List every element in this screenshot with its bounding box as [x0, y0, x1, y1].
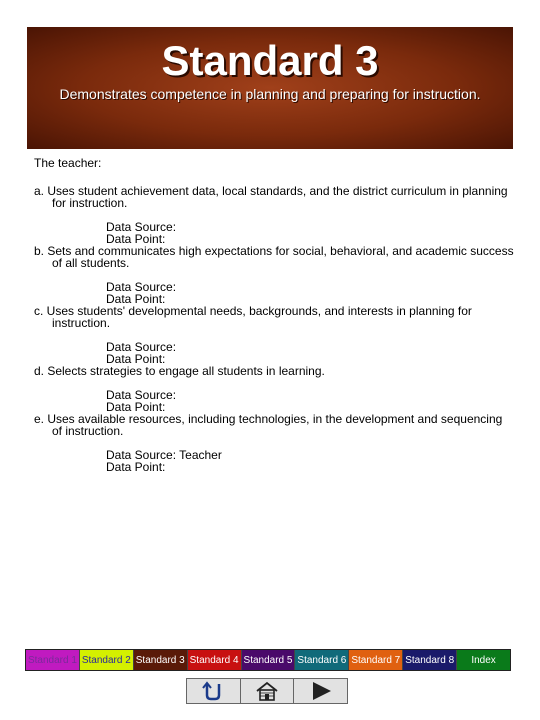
- data-point-label: Data Point:: [106, 232, 166, 246]
- nav-tab-label: Standard 3: [135, 654, 185, 666]
- home-button[interactable]: [241, 679, 295, 703]
- list-item: [34, 185, 514, 245]
- nav-tab-label: Standard 1: [27, 654, 77, 666]
- home-icon: [254, 680, 280, 702]
- nav-tab-label: Standard 6: [297, 654, 347, 666]
- data-point-label: Data Point:: [106, 292, 166, 306]
- data-source-label: Data Source:: [106, 220, 177, 234]
- data-point-label: Data Point:: [106, 352, 166, 366]
- standards-nav-bar: [25, 649, 511, 671]
- u-turn-return-icon: [200, 680, 226, 702]
- nav-tab-standard-7[interactable]: [349, 650, 403, 670]
- play-next-icon: [308, 680, 334, 702]
- nav-tab-standard-5[interactable]: [242, 650, 296, 670]
- nav-tab-label: Index: [471, 654, 496, 666]
- page-subtitle: Demonstrates competence in planning and preparing for instruction.: [59, 86, 481, 102]
- list-item: [34, 365, 514, 413]
- next-button[interactable]: [294, 679, 347, 703]
- item-text: d. Selects strategies to engage all students in learning.: [34, 364, 325, 378]
- return-button[interactable]: [187, 679, 241, 703]
- nav-tab-index[interactable]: [457, 650, 510, 670]
- nav-tab-label: Standard 8: [405, 654, 455, 666]
- list-item: [34, 245, 514, 305]
- data-source-label: Data Source:: [106, 388, 177, 402]
- nav-tab-label: Standard 4: [189, 654, 239, 666]
- item-text: e. Uses available resources, including technologies, in the development and sequencing of instruction.: [34, 412, 503, 438]
- nav-tab-label: Standard 7: [351, 654, 401, 666]
- header-banner: [27, 27, 513, 149]
- nav-tab-label: Standard 2: [81, 654, 131, 666]
- item-text: b. Sets and communicates high expectations for social, behavioral, and academic success of all students.: [34, 244, 514, 270]
- nav-tab-standard-4[interactable]: [188, 650, 242, 670]
- data-source-label: Data Source: Teacher: [106, 448, 222, 462]
- data-source-label: Data Source:: [106, 340, 177, 354]
- nav-tab-standard-2[interactable]: [80, 650, 134, 670]
- nav-tab-standard-3[interactable]: [134, 650, 188, 670]
- content-area: [34, 155, 514, 473]
- data-point-label: Data Point:: [106, 460, 166, 474]
- data-point-label: Data Point:: [106, 400, 166, 414]
- nav-tab-standard-6[interactable]: [295, 650, 349, 670]
- data-source-label: Data Source:: [106, 280, 177, 294]
- nav-tab-label: Standard 5: [243, 654, 293, 666]
- intro-text: The teacher:: [34, 156, 102, 170]
- item-text: a. Uses student achievement data, local standards, and the district curriculum in planning for instruction.: [34, 184, 508, 210]
- slide-controls: [186, 678, 348, 704]
- list-item: [34, 305, 514, 365]
- item-text: c. Uses students' developmental needs, backgrounds, and interests in planning for instruction.: [34, 304, 472, 330]
- list-item: [34, 413, 514, 473]
- nav-tab-standard-8[interactable]: [403, 650, 457, 670]
- nav-tab-standard-1[interactable]: [26, 650, 80, 670]
- page-title: Standard 3: [161, 37, 379, 84]
